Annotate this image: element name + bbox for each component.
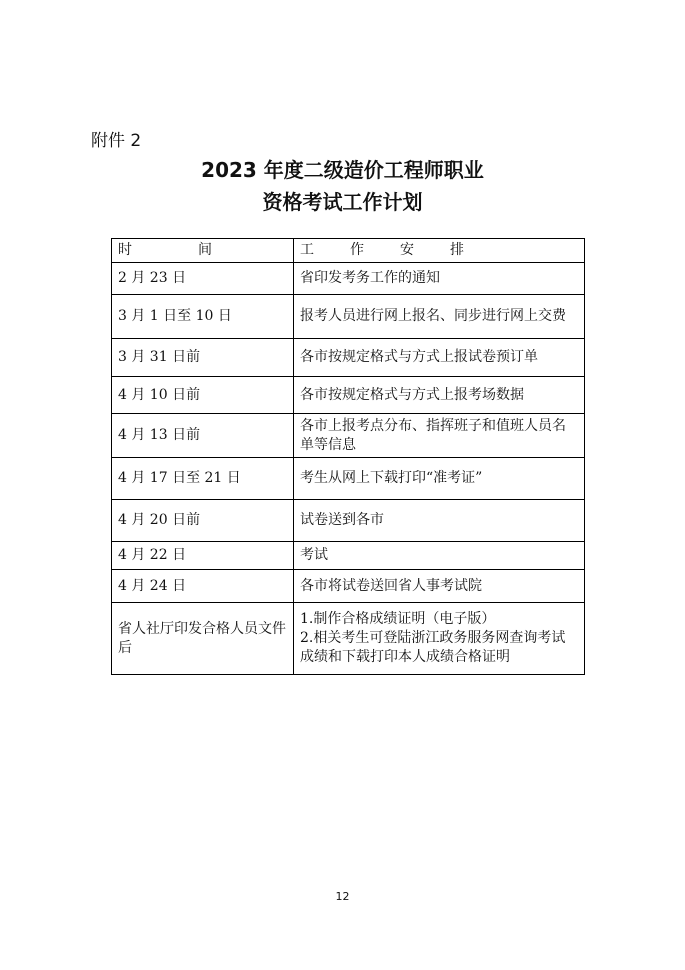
table-row: [112, 377, 585, 414]
row-time: 3 月 31 日前: [112, 339, 294, 377]
row-task: 考生从网上下载打印“准考证”: [294, 458, 585, 500]
table-row: [112, 603, 585, 675]
header-work-char-3: 安: [400, 242, 414, 258]
row-task-line-1: 1.制作合格成绩证明（电子版）: [300, 611, 496, 627]
table-header-row: [112, 239, 585, 263]
table-row: [112, 295, 585, 339]
document-title-line1: 2023 年度二级造价工程师职业: [201, 158, 484, 182]
table-row: [112, 542, 585, 570]
row-time: 4 月 13 日前: [112, 414, 294, 458]
row-task: 报考人员进行网上报名、同步进行网上交费: [294, 295, 585, 339]
document-title-line2: 资格考试工作计划: [262, 190, 423, 214]
header-time-char-1: 时: [118, 242, 132, 258]
table-row: [112, 339, 585, 377]
table-row: [112, 263, 585, 295]
header-time-char-2: 间: [198, 242, 212, 258]
row-task: [294, 603, 585, 675]
row-task: 各市按规定格式与方式上报考场数据: [294, 377, 585, 414]
header-work-char-4: 排: [450, 242, 464, 258]
page-number: 12: [335, 890, 350, 903]
row-task: 各市上报考点分布、指挥班子和值班人员名单等信息: [294, 414, 585, 458]
row-task: 各市按规定格式与方式上报试卷预订单: [294, 339, 585, 377]
row-time: 4 月 22 日: [112, 542, 294, 570]
header-time: [112, 239, 294, 263]
row-time: 2 月 23 日: [112, 263, 294, 295]
table-row: [112, 414, 585, 458]
row-time: 省人社厅印发合格人员文件后: [112, 603, 294, 675]
header-work: [294, 239, 585, 263]
attachment-label: 附件 2: [91, 131, 142, 151]
row-task: 省印发考务工作的通知: [294, 263, 585, 295]
header-work-char-1: 工: [300, 242, 314, 258]
schedule-table: [111, 238, 585, 675]
row-task: 考试: [294, 542, 585, 570]
row-task-line-2: 2.相关考生可登陆浙江政务服务网查询考试成绩和下载打印本人成绩合格证明: [300, 630, 566, 665]
row-time: 3 月 1 日至 10 日: [112, 295, 294, 339]
header-work-char-2: 作: [350, 242, 364, 258]
table-row: [112, 500, 585, 542]
row-task: 试卷送到各市: [294, 500, 585, 542]
row-time: 4 月 10 日前: [112, 377, 294, 414]
row-task: 各市将试卷送回省人事考试院: [294, 570, 585, 603]
table-row: [112, 570, 585, 603]
table-row: [112, 458, 585, 500]
row-time: 4 月 17 日至 21 日: [112, 458, 294, 500]
row-time: 4 月 20 日前: [112, 500, 294, 542]
row-time: 4 月 24 日: [112, 570, 294, 603]
